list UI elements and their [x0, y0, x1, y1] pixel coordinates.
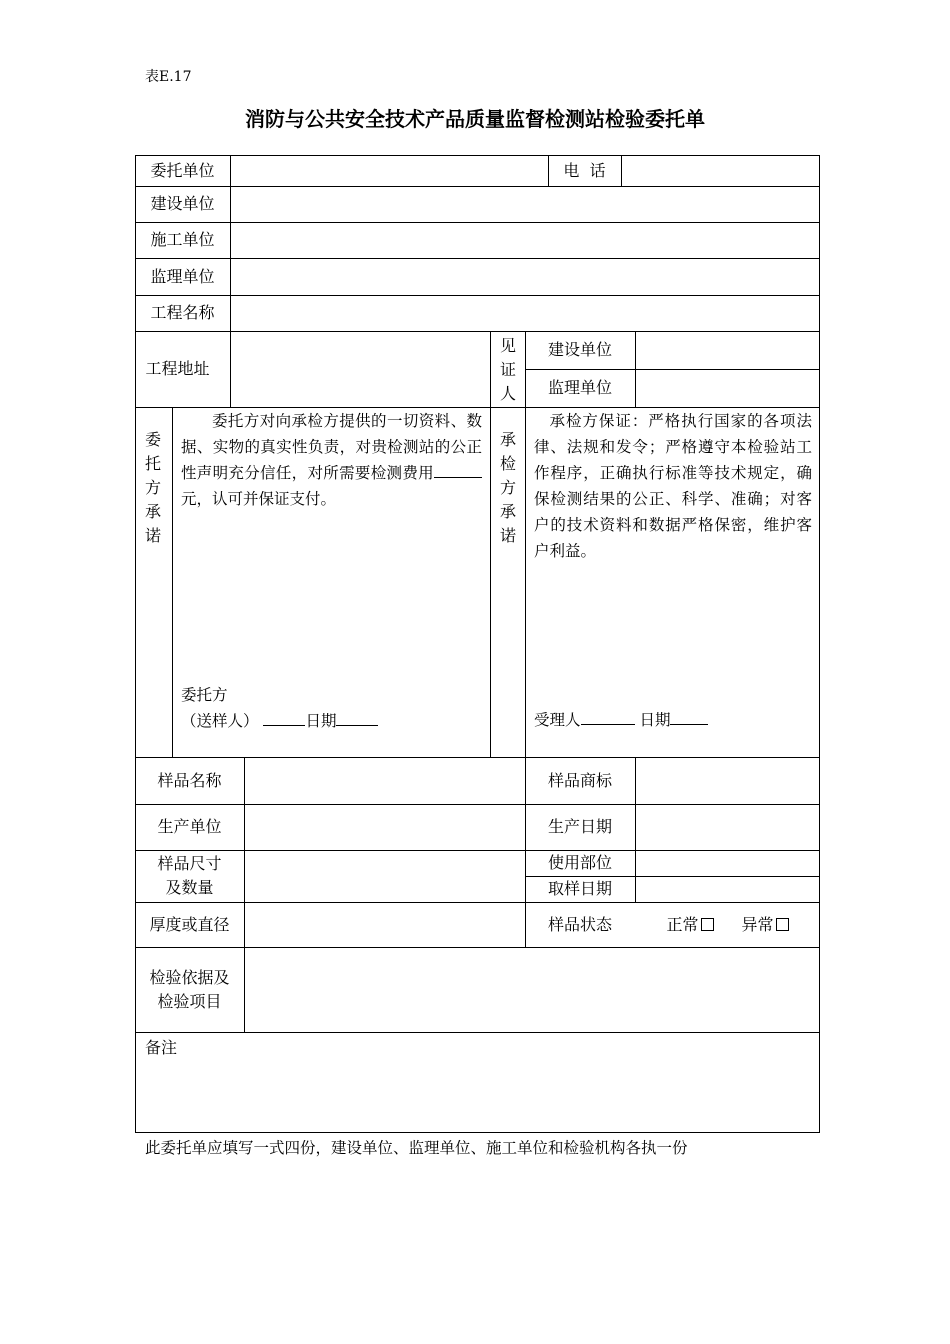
usage-part-field[interactable] — [636, 851, 819, 876]
state-normal-option[interactable]: 正常 — [666, 913, 713, 937]
supervision-unit-label: 监理单位 — [150, 266, 215, 286]
remarks-label: 备注 — [145, 1038, 178, 1057]
sample-brand-field[interactable] — [636, 758, 819, 804]
fee-blank[interactable] — [434, 461, 482, 478]
sampling-date-field[interactable] — [636, 877, 819, 902]
sample-brand-label: 样品商标 — [547, 770, 612, 790]
construction-unit-field[interactable] — [231, 187, 819, 222]
client-pledge-label: 委 托 方 承 诺 — [144, 430, 161, 545]
phone-label: 电 话 — [563, 160, 606, 180]
tester-pledge-label: 承 检 方 承 诺 — [499, 430, 516, 545]
thickness-label: 厚度或直径 — [149, 914, 230, 934]
remarks-field[interactable] — [136, 1060, 819, 1131]
checkbox-normal-icon[interactable] — [701, 918, 714, 931]
tester-pledge-text: 承检方保证：严格执行国家的各项法律、法规和发令；严格遵守本检验站工作程序，正确执行标准等技术规定，确保检测结果的公正、科学、准确；对客户的技术资料和数据严格保密，维护客户利益。 — [534, 412, 812, 560]
thickness-field[interactable] — [245, 903, 524, 947]
project-address-field[interactable] — [231, 332, 489, 407]
client-pledge-text: 委托方对向承检方提供的一切资料、数据、实物的真实性负责，对贵检测站的公正性声明充分信任，对所需要检测费用元，认可并保证支付。 — [181, 412, 482, 508]
sample-name-label: 样品名称 — [157, 770, 222, 790]
state-abnormal-option[interactable]: 异常 — [742, 913, 789, 937]
client-unit-field[interactable] — [231, 156, 547, 186]
phone-field[interactable] — [622, 156, 819, 186]
construction-unit-label: 建设单位 — [150, 194, 215, 213]
receiver-block: 受理人 日期 — [534, 707, 812, 733]
witness-label: 见 证 人 — [499, 336, 516, 403]
witness-construction-label: 建设单位 — [547, 340, 612, 359]
client-unit-label: 委托单位 — [150, 160, 215, 180]
basis-label: 检验依据及 检验项目 — [149, 967, 230, 1011]
project-address-label: 工程地址 — [145, 359, 210, 378]
manufacturer-label: 生产单位 — [157, 817, 222, 836]
footnote: 此委托单应填写一式四份，建设单位、监理单位、施工单位和检验机构各执一份 — [145, 1139, 688, 1157]
client-signer-block: 委托方 （送样人） 日期 — [181, 682, 482, 734]
sample-state-label: 样品状态 — [547, 914, 612, 934]
witness-supervision-field[interactable] — [636, 370, 819, 407]
usage-part-label: 使用部位 — [547, 853, 612, 872]
sample-state-options — [636, 902, 819, 947]
production-date-field[interactable] — [636, 805, 819, 850]
builder-unit-field[interactable] — [231, 223, 819, 258]
client-signature-blank[interactable] — [263, 709, 305, 726]
witness-construction-field[interactable] — [636, 332, 819, 369]
table-code: 表E.17 — [145, 69, 192, 85]
basis-field[interactable] — [245, 948, 819, 1032]
project-name-label: 工程名称 — [150, 303, 215, 322]
witness-supervision-label: 监理单位 — [547, 378, 612, 397]
builder-unit-label: 施工单位 — [150, 230, 215, 249]
client-date-blank[interactable] — [336, 709, 378, 726]
page-title: 消防与公共安全技术产品质量监督检测站检验委托单 — [245, 107, 705, 131]
checkbox-abnormal-icon[interactable] — [776, 918, 789, 931]
project-name-field[interactable] — [231, 296, 819, 331]
size-qty-label: 样品尺寸 及数量 — [157, 854, 222, 897]
manufacturer-field[interactable] — [245, 805, 524, 850]
supervision-unit-field[interactable] — [231, 259, 819, 295]
sampling-date-label: 取样日期 — [547, 879, 612, 898]
sample-name-field[interactable] — [245, 758, 524, 804]
receiver-blank[interactable] — [581, 708, 635, 725]
receiver-date-blank[interactable] — [670, 708, 708, 725]
size-qty-field[interactable] — [245, 851, 524, 902]
production-date-label: 生产日期 — [547, 817, 612, 836]
